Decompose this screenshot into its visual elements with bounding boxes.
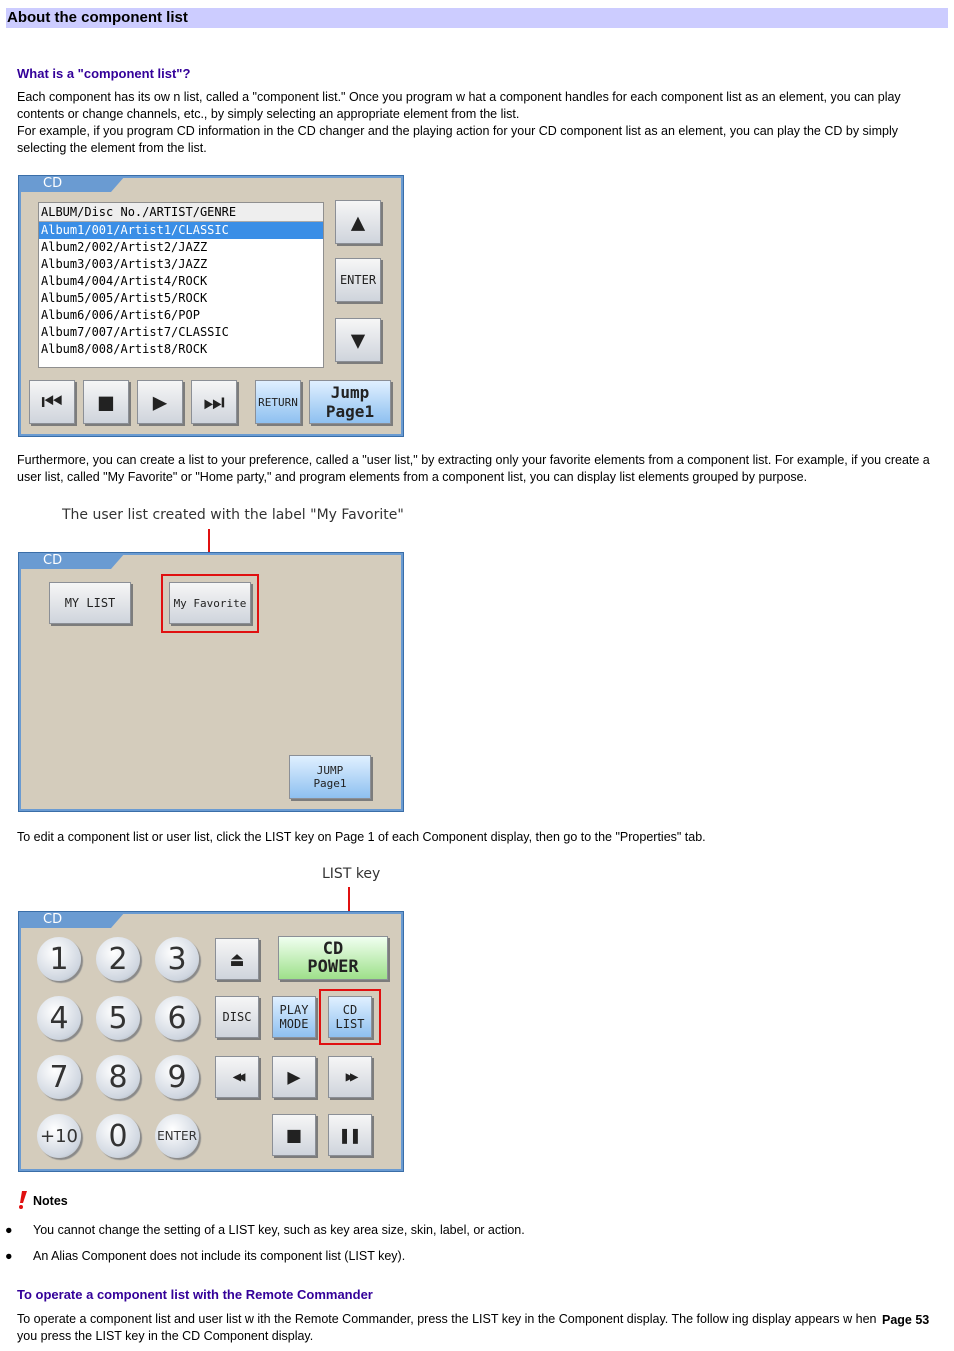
digit-7-button[interactable]: 7 [37,1055,81,1099]
list-item[interactable]: Album1/001/Artist1/CLASSIC [39,222,323,239]
pause-button[interactable]: ❚❚ [328,1114,372,1156]
play-button[interactable]: ▶ [137,380,183,424]
digit-5-button[interactable]: 5 [96,996,140,1040]
list-item[interactable]: Album7/007/Artist7/CLASSIC [41,325,229,339]
play-button[interactable]: ▶ [272,1056,316,1098]
play-mode-line2: MODE [279,1017,309,1031]
enter-button[interactable]: ENTER [155,1114,199,1158]
cd-list-line2: LIST [335,1017,365,1031]
bullet-dot: ● [5,1223,13,1237]
page-number: Page 53 [882,1313,930,1327]
jump-label-line2: Page1 [313,777,347,790]
jump-page1-button[interactable] [289,755,371,799]
play-mode-button[interactable] [272,996,316,1038]
digit-4-button[interactable]: 4 [37,996,81,1040]
highlight-box [161,574,259,633]
highlight-box [319,989,381,1045]
component-listbox[interactable] [38,202,324,368]
jump-label-line1: JUMP [316,764,344,777]
notes-label: Notes [33,1194,68,1208]
my-favorite-button[interactable]: My Favorite [169,582,251,624]
disc-button[interactable]: DISC [215,996,259,1038]
cd-list-panel [18,175,404,437]
what-heading: What is a "component list"? [17,66,191,81]
list-item[interactable]: Album2/002/Artist2/JAZZ [41,240,208,254]
digit-8-button[interactable]: 8 [96,1055,140,1099]
remote-paragraph: To operate a component list and user list w ith the Remote Commander, press the LIST key in the Component display. The follow ing display appears w hen you press the LIST key in the CD Component display. [17,1312,877,1343]
digit-0-button[interactable]: 0 [96,1114,140,1158]
list-item[interactable]: Album4/004/Artist4/ROCK [41,274,208,288]
list-header: ALBUM/Disc No./ARTIST/GENRE [39,203,323,222]
digit-1-button[interactable]: 1 [37,937,81,981]
power-label-line2: POWER [307,957,359,977]
panel-tab: CD [19,176,111,192]
user-list-paragraph: Furthermore, you can create a list to your preference, called a "user list," by extracting only your favorite elements from a component list. For example, if you create a user list, called "My Favorite" or "Home party," and program elements from a component list, you can display list elements grouped by purpose. [17,453,930,484]
plus10-button[interactable]: +10 [37,1114,81,1158]
what-paragraph-1: Each component has its ow n list, called a "component list." Once you program w hat a component handles for each component list as an element, you can play contents or change channels, etc., by simply selecting an appropriate element from the list. [17,90,901,121]
note-text: An Alias Component does not include its component list (LIST key). [33,1249,406,1263]
my-list-button[interactable]: MY LIST [49,582,131,624]
jump-label-line1: Jump [330,383,370,402]
eject-button[interactable]: ⏏ [215,938,259,980]
jump-page1-button[interactable] [309,380,391,424]
digit-3-button[interactable]: 3 [155,937,199,981]
cd-list-line1: CD [342,1003,358,1017]
jump-label-line2: Page1 [325,402,375,421]
note-text: You cannot change the setting of a LIST key, such as key area size, skin, label, or action. [33,1223,525,1237]
panel-tab: CD [19,912,111,928]
title-bar [6,8,948,28]
warning-icon [18,1191,28,1209]
list-item[interactable]: Album3/003/Artist3/JAZZ [41,257,208,271]
list-key-caption: LIST key [322,866,381,882]
return-button[interactable]: RETURN [255,380,301,424]
bullet-dot: ● [5,1249,13,1263]
previous-track-button[interactable]: ⏮ [29,380,75,424]
page-title: About the component list [7,9,188,26]
digit-9-button[interactable]: 9 [155,1055,199,1099]
power-label-line1: CD [322,939,344,959]
what-paragraph-2: For example, if you program CD information in the CD changer and the playing action for your CD component list as an element, you can play the CD by simply selecting the element from the list. [17,124,898,155]
cd-power-button[interactable] [278,936,388,980]
play-mode-line1: PLAY [279,1003,309,1017]
digit-6-button[interactable]: 6 [155,996,199,1040]
list-item[interactable]: Album8/008/Artist8/ROCK [41,342,208,356]
stop-button[interactable]: ■ [83,380,129,424]
remote-heading: To operate a component list with the Remote Commander [17,1287,373,1302]
fast-forward-button[interactable]: ▶▶ [328,1056,372,1098]
digit-2-button[interactable]: 2 [96,937,140,981]
stop-button[interactable]: ■ [272,1114,316,1156]
next-track-button[interactable]: ⏭ [191,380,237,424]
panel-tab: CD [19,553,111,569]
enter-button[interactable]: ENTER [335,258,381,302]
scroll-up-button[interactable]: ▲ [335,200,381,244]
rewind-button[interactable]: ◀◀ [215,1056,259,1098]
user-list-caption: The user list created with the label "My Favorite" [62,507,404,523]
list-item[interactable]: Album6/006/Artist6/POP [41,308,200,322]
list-item[interactable]: Album5/005/Artist5/ROCK [41,291,208,305]
edit-paragraph: To edit a component list or user list, click the LIST key on Page 1 of each Component display, then go to the "Properties" tab. [17,830,706,844]
scroll-down-button[interactable]: ▼ [335,318,381,362]
